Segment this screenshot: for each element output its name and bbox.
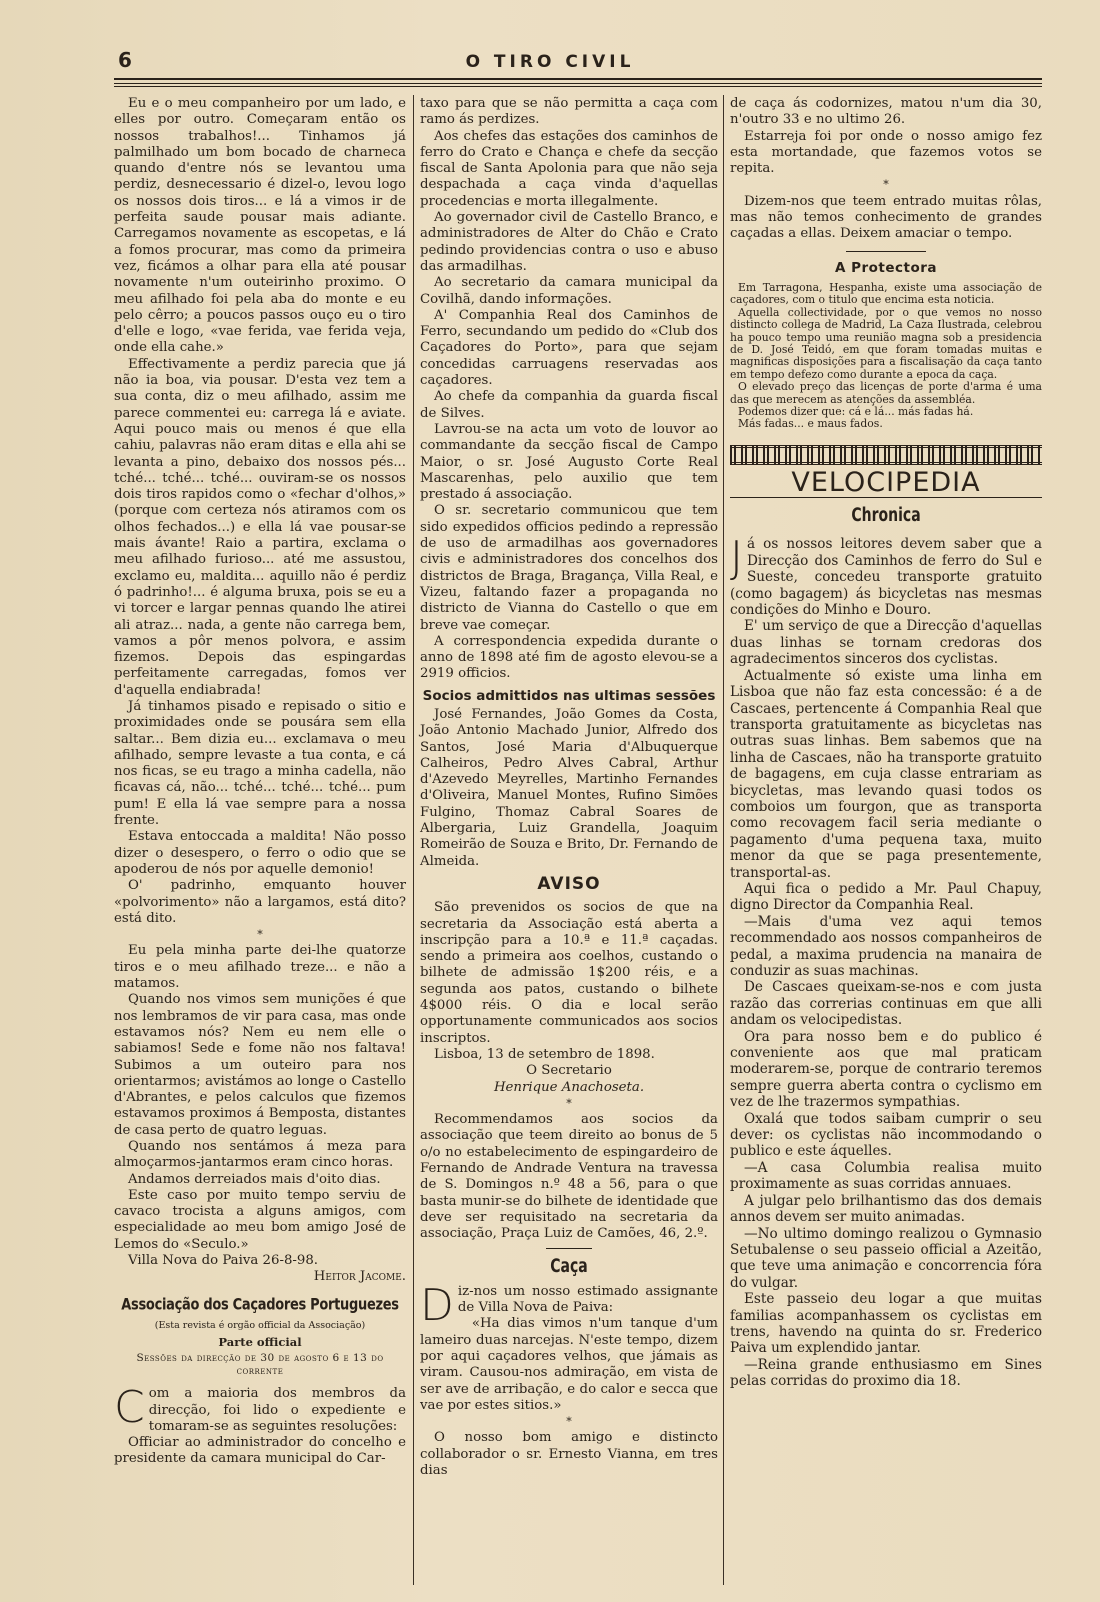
header-rule <box>114 83 1042 84</box>
paragraph: Eu e o meu companheiro por um lado, e elles por outro. Começaram então os nossos trabalhos!... Tinhamos já palmilhado um bom bocado de charneca quando d'entre nós se levantou uma perdiz, desnecessario é dizel-o, levou logo os nossos dois tiros... e lá a vimos ir de perfeita saude pousar mais adiante. Carregamos novamente as escopetas, e lá a fomos procurar, mas como da primeira vez, ficámos a olhar para ella até pousar novamente n'um outeirinho proximo. O meu afilhado foi pela aba do monte e eu pelo cêrro; a poucos passos ouço eu o tiro d'elle e logo, «vae ferida, vae ferida veja, onde ella cahe.» <box>114 96 406 356</box>
paragraph: Ora para nosso bem e do publico é conveniente aos que mal praticam moderarem-se, porque de contrario teremos sempre guerra aberta contra o cyclismo em vez de lhe trazermos sympathias. <box>730 1028 1042 1111</box>
paragraph: Estava entoccada a maldita! Não posso dizer o desespero, o ferro o odio que se apoderou de nós por aquelle demonio! <box>114 829 406 877</box>
paragraph: Villa Nova do Paiva 26-8-98. <box>128 1253 319 1269</box>
short-rule <box>546 1248 592 1249</box>
velocipedia-article <box>730 532 1042 1390</box>
separator-star: * <box>257 928 263 942</box>
separator-star: * <box>883 178 889 192</box>
paragraph-text: om a maioria dos membros da direcção, foi lido o expediente e tomaram-se as seguintes resoluções: <box>148 1386 406 1434</box>
section-heading-socios: Socios admittidos nas ultimas sessões <box>422 687 716 704</box>
paragraph: Ao chefe da companhia da guarda fiscal de Silves. <box>420 389 718 421</box>
paragraph: —Reina grande enthusiasmo em Sines pelas corridas do proximo dia 18. <box>730 1356 1042 1390</box>
paragraph: Aos chefes das estações dos caminhos de ferro do Crato e Chança e chefe da secção fiscal de Santa Apolonia para que não seja despachada a caça vinda d'aquellas procedencias e morta illegalmente. <box>420 128 718 209</box>
separator-star: * <box>566 1415 572 1429</box>
paragraph: Lavrou-se na acta um voto de louvor ao commandante da secção fiscal de Campo Maior, o sr. José Augusto Corte Real Mascarenhas, pelo auxilio que tem prestado á associação. <box>420 421 718 503</box>
column-2 <box>420 96 718 1479</box>
paragraph: Quando nos vimos sem munições é que nos lembramos de vir para casa, mas onde estavamos nós? Nem eu nem elle o sabiamos! Sede e fome não nos faltava! Subimos a um outeiro para nos orientarmos; avistámos ao longe o Castello d'Abrantes, e pelos calculos que fizemos estavamos proximos á Bemposta, distantes de casa perto de quatro leguas. <box>114 992 406 1138</box>
column-divider <box>723 95 724 1585</box>
page-number: 6 <box>118 48 132 72</box>
drop-cap: D <box>420 1279 454 1331</box>
paragraph <box>730 532 1042 619</box>
parte-official-heading: Parte official <box>218 1334 302 1349</box>
drop-cap: J <box>730 532 743 584</box>
section-heading-velocipedia: VELOCIPEDIA <box>791 466 981 498</box>
paragraph: de caça ás codornizes, matou n'um dia 30, n'outro 33 e no ultimo 26. <box>730 96 1042 128</box>
paragraph-text: iz-nos um nosso estimado assignante de Villa Nova de Paiva: <box>457 1283 718 1316</box>
paragraph: A correspondencia expedida durante o anno de 1898 até fim de agosto elevou-se a 2919 officios. <box>420 633 718 682</box>
paragraph: O sr. secretario communicou que tem sido expedidos officios pedindo a repressão de uso de armadilhas aos governadores civis e administradores dos concelhos dos districtos de Braga, Bragança, Villa Real, e Vizeu, faltando fazer a propaganda no districto de Vianna do Castello o que em breve vae começar. <box>420 503 718 633</box>
paragraph: O' padrinho, emquanto houver «polvorimento» não a largamos, está dito? está dito. <box>114 878 406 926</box>
paragraph: taxo para que se não permitta a caça com ramo ás perdizes. <box>420 96 718 128</box>
paragraph: «Ha dias vimos n'um tanque d'um lameiro duas narcejas. N'este tempo, dizem por aqui caçadores velhos, que jámais as viram. Causou-nos admiração, em vista de ser ave de arribação, e do calor e secca que vae por estes sitios.» <box>420 1316 718 1413</box>
sessoes-line: Sessões da direcção de 30 de agosto 6 e 13 do corrente <box>136 1352 384 1378</box>
masthead: O TIRO CIVIL <box>465 52 635 72</box>
paragraph: Effectivamente a perdiz parecia que já não ia boa, via pousar. D'esta vez tem a sua conta, diz o meu afilhado, assim me parece commentei eu: carrega lá e aviate. Aqui pouco mais ou menos é que ella cahiu, palavras não eram ditas e ella ahi se levanta a pino, debaixo dos nossos pés... tché... tché... tché... ouviram-se os nossos dois tiros rapidos como o «fechar d'olhos,» (porque com certeza nós atiramos com os olhos fechados...) e ella lá vae pousar-se mais ávante! Raio a partira, exclama o meu afilhado furioso... até me assustou, exclamo eu, maldita... aquillo não é perdiz ó padrinho!... é alguma bruxa, pois se eu a vi torcer e largar pennas quando lhe atirei ali atraz... nada, a gente não carrega bem, vamos a pôr menos polvora, e assim fizemos. Depois das espingardas perfeitamente carregadas, fomos ver d'aquella endiabrada! <box>114 356 406 698</box>
paragraph: Podemos dizer que: cá e lá... más fadas há. <box>738 405 974 419</box>
paragraph: José Fernandes, João Gomes da Costa, João Antonio Machado Junior, Alfredo dos Santos, José Maria d'Albuquerque Calheiros, Pedro Alves Cabral, Arthur d'Azevedo Meyrelles, Martinho Fernandes d'Oliveira, Manuel Montes, Rufino Simões Fulgino, Thomaz Cabral Soares de Albergaria, Luiz Grandella, Joaquim Romeirão de Souza e Brito, Dr. Fernando de Almeida. <box>420 706 718 869</box>
paragraph: O nosso bom amigo e distincto collaborador o sr. Ernesto Vianna, em tres dias <box>420 1430 718 1479</box>
paragraph: E' um serviço de que a Direcção d'aquellas duas linhas se tornam credoras dos agradecimentos sinceros dos cyclistas. <box>730 618 1042 668</box>
drop-cap: C <box>114 1382 145 1434</box>
section-heading-aviso: AVISO <box>537 873 601 894</box>
secretario-label: O Secretario <box>526 1063 612 1079</box>
paragraph: Aqui fica o pedido a Mr. Paul Chapuy, digno Director da Companhia Real. <box>730 880 1042 914</box>
signature: Heitor Jacome. <box>313 1269 406 1285</box>
paragraph: Recommendamos aos socios da associação que teem direito ao bonus de 5 o/o no estabelecimento de espingardeiro de Fernando de Andrade Ventura na travessa de S. Domingos n.º 48 a 56, para o que basta munir-se do bilhete de identidade que deve ser requisitado na secretaria da associação, Praça Luiz de Camões, 46, 2.º. <box>420 1112 718 1242</box>
assoc-note: (Esta revista é orgão official da Associação) <box>154 1319 366 1331</box>
paragraph: Oxalá que todos saibam cumprir o seu dever: os cyclistas não incommodando o publico e este áquelles. <box>730 1110 1042 1160</box>
paragraph: Más fadas... e maus fados. <box>738 417 883 431</box>
paragraph: O elevado preço das licenças de porte d'arma é uma das que merecem as atenções da assembléa. <box>730 380 1042 406</box>
column-3 <box>730 96 1042 1390</box>
ornamental-divider <box>730 445 1042 465</box>
paragraph: Aquella collectividade, por o que vemos no nosso distincto collega de Madrid, La Caza Ilustrada, celebrou ha pouco tempo uma reunião magna sob a presidencia de D. José Teidó, em que foram tomadas muitas e magnificas disposições para a fiscalisação da caça tanto em tempo defezo como durante a epoca da caça. <box>730 305 1042 381</box>
section-heading-associacao: Associação dos Caçadores Portuguezes <box>121 1295 399 1315</box>
paragraph <box>420 1279 718 1331</box>
separator-star: * <box>566 1096 572 1110</box>
column-1 <box>114 96 406 1468</box>
paragraph: Eu pela minha parte dei-lhe quatorze tiros e o meu afilhado treze... e não a matamos. <box>114 943 406 992</box>
short-rule <box>846 251 926 252</box>
paragraph: —No ultimo domingo realizou o Gymnasio Setubalense o seu passeio official a Azeitão, que teve uma animação e concorrencia fóra do vulgar. <box>730 1225 1042 1291</box>
paragraph: São prevenidos os socios de que na secretaria da Associação está aberta a inscripção para a 10.ª e 11.ª caçadas. sendo a primeira aos coelhos, custando o bilhete de admissão 1$200 réis, e a segunda aos patos, custando o bilhete 4$000 réis. O dia e local serão opportunamente communicados aos socios inscriptos. <box>420 900 718 1046</box>
paragraph: Em Tarragona, Hespanha, existe uma associação de caçadores, com o titulo que encima esta noticia. <box>730 280 1042 307</box>
paragraph: Este passeio deu logar a que muitas familias acompanhassem os cyclistas em trens, havendo na quinta do sr. Frederico Paiva um explendido jantar. <box>730 1291 1042 1357</box>
paragraph: Quando nos sentámos á meza para almoçarmos-jantarmos eram cinco horas. <box>114 1139 406 1171</box>
paragraph: Ao secretario da camara municipal da Covilhã, dando informações. <box>420 275 718 307</box>
section-heading-caca: Caça <box>550 1257 588 1278</box>
paragraph <box>114 1382 406 1435</box>
paragraph: —A casa Columbia realisa muito proximamente as suas corridas annuaes. <box>730 1159 1042 1193</box>
header-rule <box>114 86 1042 87</box>
paragraph: Officiar ao administrador do concelho e presidente da camara municipal do Car- <box>114 1435 406 1467</box>
column-divider <box>413 95 414 1585</box>
secretario-name: Henrique Anachoseta. <box>493 1079 645 1095</box>
paragraph: Andamos derreiados mais d'oito dias. <box>128 1171 381 1187</box>
paragraph: Dizem-nos que teem entrado muitas rôlas, mas não temos conhecimento de grandes caçadas a ellas. Deixem amaciar o tempo. <box>730 193 1042 242</box>
paragraph-text: á os nossos leitores devem saber que a Direcção dos Caminhos de ferro do Sul e Sueste, concedeu transporte gratuito (como bagagem) ás bicycletas nas mesmas condições do Minho e Douro. <box>730 536 1042 619</box>
paragraph: De Cascaes queixam-se-nos e com justa razão das correrias continuas em que alli andam os velocipedistas. <box>730 979 1042 1029</box>
header-rule <box>114 78 1042 80</box>
paragraph: Este caso por muito tempo serviu de cavaco trocista a alguns amigos, com especialidade ao meu bom amigo José de Lemos do «Seculo.» <box>114 1187 406 1252</box>
paragraph: A julgar pelo brilhantismo das dos demais annos devem ser muito animadas. <box>730 1192 1042 1226</box>
subheading-chronica: Chronica <box>851 505 921 527</box>
paragraph: Lisboa, 13 de setembro de 1898. <box>434 1046 655 1062</box>
section-heading-protectora: A Protectora <box>834 259 938 276</box>
paragraph: —Mais d'uma vez aqui temos recommendado aos nossos companheiros de pedal, a maxima prudencia na manaira de conduzir as suas machinas. <box>730 913 1042 979</box>
paragraph: Actualmente só existe uma linha em Lisboa que não faz esta concessão: é a de Cascaes, pertencente á Companhia Real que transporta gratuitamente as bicycletas nas outras suas linhas. Bem sabemos que na linha de Cascaes, não ha transporte gratuito de bagagens, em cuja classe entrariam as bicycletas, mas levando quasi todos os comboios um fourgon, que as transporta como recovagem facil seria mediante o pagamento d'uma pequena taxa, muito menor da que se paga presentemente, transportal-as. <box>730 667 1042 881</box>
paragraph: Estarreja foi por onde o nosso amigo fez esta mortandade, que fazemos votos se repita. <box>730 128 1042 177</box>
protectora-article <box>730 282 1042 431</box>
paragraph: Já tinhamos pisado e repisado o sitio e proximidades onde se pousára sem ella saltar... Bem dizia eu... exclamava o meu afilhado, sempre levaste a tua conta, e cá nos ficas, se eu trago a minha cadella, não ficavas cá, não... tché... tché... tché... pum pum! E ella lá vae sempre para a nossa frente. <box>114 698 406 829</box>
paragraph: A' Companhia Real dos Caminhos de Ferro, secundando um pedido do «Club dos Caçadores do Porto», para que sejam concedidas carruagens reservadas aos caçadores. <box>420 307 718 389</box>
paragraph: Ao governador civil de Castello Branco, e administradores de Alter do Chão e Crato pedindo providencias contra o uso e abuso das armadilhas. <box>420 210 718 274</box>
